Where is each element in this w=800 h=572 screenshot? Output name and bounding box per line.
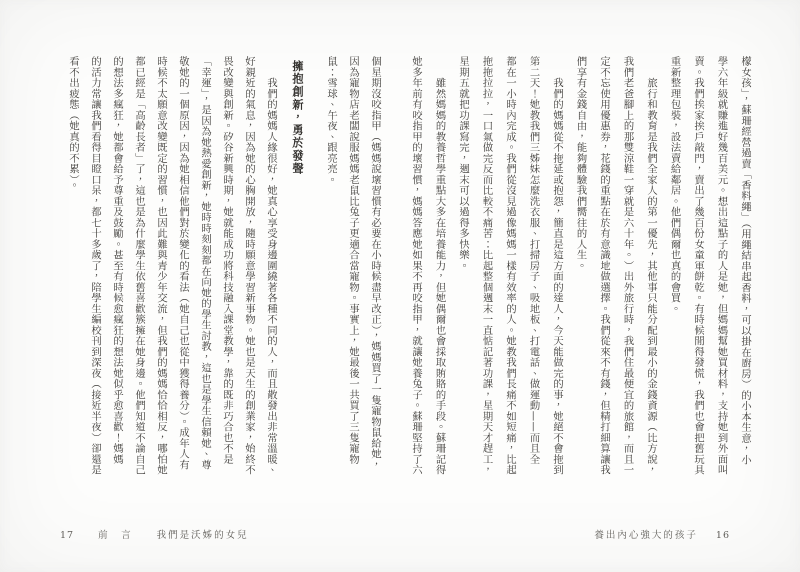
text-column: 的活力常讓我們看得目瞪口呆，都七十多歲了，陪學生編校刊到深夜（接近半夜）卻還是 — [89, 56, 101, 476]
text-column: 「幸運」，是因為她熱愛創新，她時時刻刻都在向她的學生討教，這也是學生信賴她、尊 — [199, 56, 211, 471]
text-column: 學六年級就賺進好幾百美元。想出這點子的人是她，但媽媽幫她買材料，支持她到外面叫 — [715, 56, 728, 476]
text-column: 定不忘使用優惠券，花錢的重點在於有意識地做選擇。我們從來不有錢，但精打細算讓我 — [598, 56, 610, 476]
section-heading: 擁抱創新，勇於發聲 — [291, 60, 305, 176]
text-column: 我們的媽媽從不拖延或抱怨，簡直是這方面的達人，今天能做完的事，她絕不會拖到 — [551, 56, 563, 476]
text-column: 她多年前有咬指甲的壞習慣，媽媽答應她如果不再咬指甲，就讓她養兔子。蘇珊堅持了六 — [410, 56, 422, 476]
text-column: 雖然媽媽的教養哲學重點大多在培養能力，但她偶爾也會採取賄賂的手段。蘇珊記得 — [433, 56, 446, 476]
text-column: 們享有金錢自由，能夠體驗我們嚮往的人生。 — [574, 56, 587, 271]
text-column: 鼠：雪球、午夜、跟亮亮。 — [325, 56, 337, 185]
text-column: 星期五就把功課寫完，週末可以過得多快樂。 — [457, 56, 469, 271]
footer-right — [594, 527, 730, 541]
text-column: 檬女孩」，蘇珊經營過賣「香料繩」（用繩結串起香料，可以掛在廚房）的小本生意，小 — [739, 56, 751, 465]
text-column: 因為寵物店老闆說服媽媽老鼠比兔子更適合當寵物。事實上，她最後一共買了三隻寵物 — [347, 56, 359, 465]
text-column: 看不出疲態（她真的不累）。 — [67, 56, 79, 191]
text-column: 都在一小時內完成。我們從沒見過像媽媽一樣有效率的人。她教我們長痛不如短痛，比起 — [504, 56, 516, 476]
text-column: 重新整理包裝，設法賣給鄰居。他們偶爾也真的會買。 — [668, 56, 681, 314]
text-column: 第二天！她教我們三姊妹怎麼洗衣服、打掃房子、吸地板、打電話、做運動——而且全 — [527, 56, 540, 465]
page-number-right: 16 — [715, 530, 730, 541]
left-paragraph-body — [62, 56, 282, 496]
page-left-text — [62, 56, 386, 496]
text-column: 我們的媽媽人緣很好，她真心享受身邊圍繞著各種不同的人，而且散發出非常溫暖、 — [265, 56, 277, 476]
text-column: 都已經是「高齡長者」了，這也是為什麼學生依舊喜歡簇擁在她身邊。他們知道不論自己 — [133, 56, 145, 476]
text-column: 敬她的一個原因，因為她相信他們對於變化的看法（她自己也從中獲得養分）。成年人有 — [177, 56, 189, 471]
text-column: 時候不太願意改變既定的習慣，也因此難與青少年交流，但我們的媽媽恰恰相反，哪怕她 — [155, 56, 167, 476]
text-column: 好親近的氣息，因為她的心胸開放，隨時願意學習新事物。她也是天生的創業家，始終不 — [243, 56, 255, 476]
footer-left — [60, 527, 249, 541]
book-running-title: 養出內心強大的孩子 — [594, 530, 698, 541]
text-column: 個星期沒咬指甲（媽媽說壞習慣有必要在小時候盡早改正），媽媽買了一隻寵物鼠給她， — [369, 56, 381, 471]
page-right-text — [404, 56, 757, 496]
text-column: 畏改變與創新。矽谷新興時期，她就能成功將科技融入課堂教學，靠的既非巧合也不是 — [221, 56, 233, 465]
chapter-label: 前 言 — [98, 530, 133, 541]
text-column: 拖拖拉拉，一口氣做完反而比較不痛苦：比起整個週末一直惦記著功課，星期天才趕工， — [480, 56, 493, 476]
chapter-title: 我們是沃姊的女兒 — [156, 530, 249, 541]
text-column: 的想法多瘋狂，她都會給予尊重及鼓勵。甚至有時候愈瘋狂的想法她似乎愈喜歡！媽媽 — [111, 56, 123, 465]
text-column: 旅行和教育是我們全家人的第一優先，其他事只能分配到最小的金錢資源（比方說， — [645, 56, 657, 476]
left-paragraph-continuation — [320, 56, 386, 496]
text-column: 我們老爸腳上的那雙涼鞋一穿就是六十年。）出外旅行時，我們住最便宜的旅館，而且一 — [621, 56, 634, 476]
text-column: 賣。我們挨家挨戶敲門，賣出了幾百份女童軍餅乾。有時候閒得發慌，我們也會把舊玩具 — [692, 56, 704, 476]
page-number-left: 17 — [60, 530, 75, 541]
